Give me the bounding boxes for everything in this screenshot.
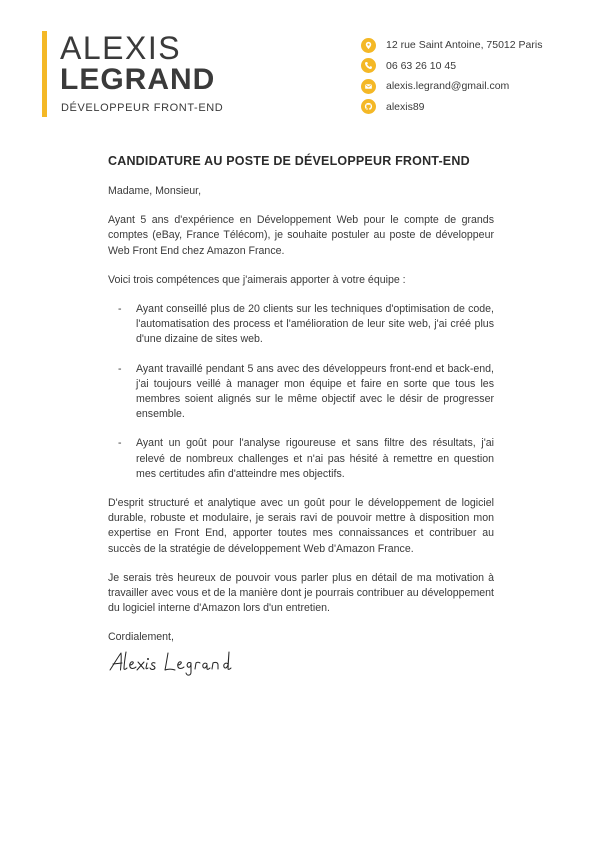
- job-title: DÉVELOPPEUR FRONT-END: [61, 102, 224, 114]
- address-text: 12 rue Saint Antoine, 75012 Paris: [386, 39, 543, 52]
- contact-block: [361, 35, 542, 117]
- bullet-marker: -: [118, 303, 122, 316]
- contact-address: [361, 35, 542, 56]
- github-icon: [361, 99, 376, 114]
- phone-icon: [361, 58, 376, 73]
- contact-email: [361, 76, 542, 97]
- github-text: alexis89: [386, 100, 425, 113]
- contact-github: [361, 97, 542, 118]
- location-icon: [361, 38, 376, 53]
- motivation-paragraph: D'esprit structuré et analytique avec un goût pour le développement de logiciel durable, robuste et modulaire, je serais ravi de pouvoir mettre à disposition mon expertise en Front End, apporter toutes mes connaissances et contribuer au succès de la stratégie de développement Web d'Amazon France.: [108, 497, 494, 555]
- letter-body: [108, 184, 494, 660]
- handwritten-signature: [108, 648, 243, 678]
- greeting: Madame, Monsieur,: [108, 185, 202, 197]
- last-name: LEGRAND: [60, 63, 216, 96]
- list-item: - Ayant travaillé pendant 5 ans avec des développeurs front-end et back-end, j'ai toujours veillé à manager mon équipe et faire en sorte que tous les membres soient alignés sur le même objectif avec le désir de progresser ensemble.: [118, 362, 494, 421]
- intro-paragraph: Ayant 5 ans d'expérience en Développement Web pour le compte de grands comptes (eBay, France Télécom), je souhaite postuler au poste de développeur Web Front End chez Amazon France.: [108, 214, 494, 257]
- first-name: ALEXIS: [60, 30, 182, 66]
- letter-subject: CANDIDATURE AU POSTE DE DÉVELOPPEUR FRONT-END: [108, 154, 470, 168]
- email-text: alexis.legrand@gmail.com: [386, 80, 510, 93]
- closing-paragraph: Je serais très heureux de pouvoir vous parler plus en détail de ma motivation à travailler avec vous et de la manière dont je pourrais contribuer au développement du logiciel interne d'Amazon lors d'un entretien.: [108, 571, 494, 615]
- email-icon: [361, 79, 376, 94]
- skills-list: [108, 302, 494, 482]
- list-item: - Ayant un goût pour l'analyse rigoureuse et sans filtre des résultats, j'ai relevé de nombreux challenges et n'ai pas hésité à remettre en question mes certitudes afin d'atteindre mes objectifs.: [118, 437, 494, 480]
- bullet-marker: -: [118, 362, 122, 375]
- list-item: - Ayant conseillé plus de 20 clients sur les techniques d'optimisation de code, l'automatisation des process et l'amélioration de leur site web, j'ai créé plus d'une dizaine de sites web.: [118, 303, 494, 346]
- skills-intro: Voici trois compétences que j'aimerais apporter à votre équipe :: [108, 273, 406, 286]
- accent-bar: [42, 31, 47, 117]
- contact-phone: [361, 56, 542, 77]
- bullet-marker: -: [118, 437, 122, 450]
- sign-off: Cordialement,: [108, 631, 174, 644]
- phone-text: 06 63 26 10 45: [386, 59, 457, 72]
